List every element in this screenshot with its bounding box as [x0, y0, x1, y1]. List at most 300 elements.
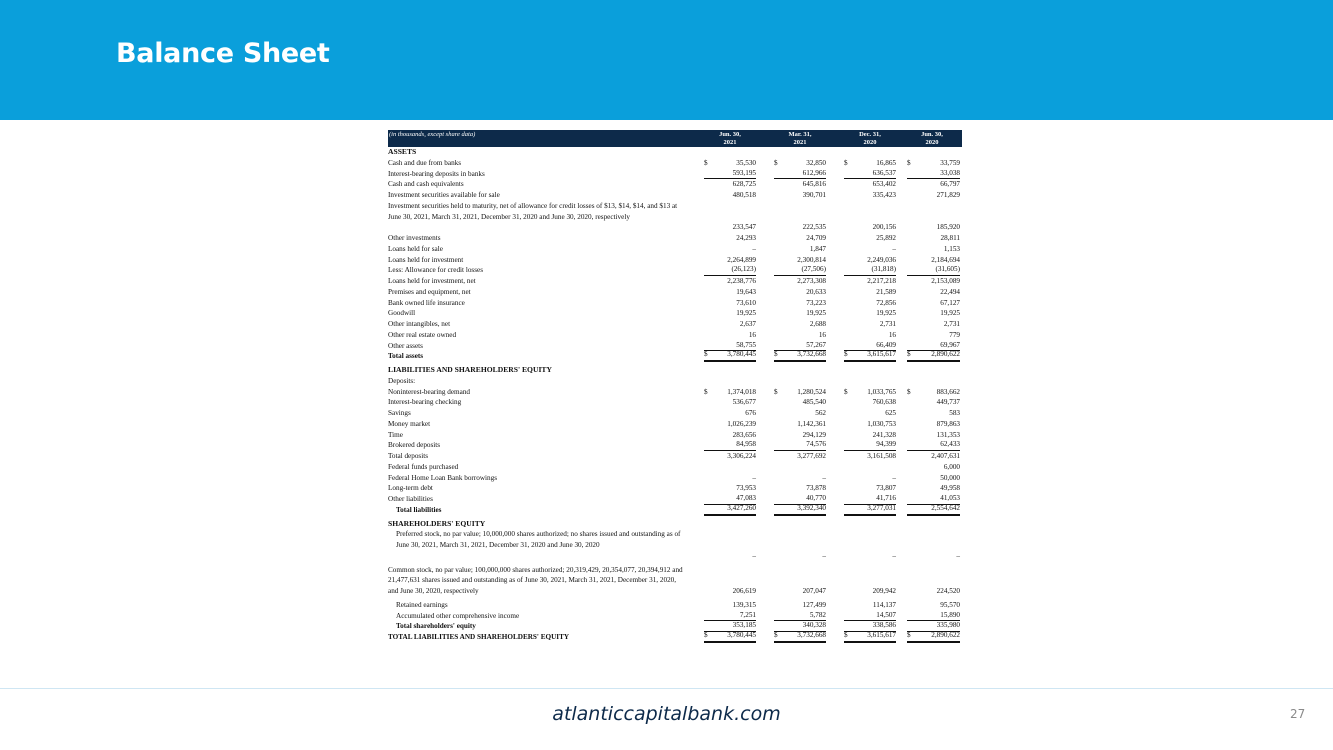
value-cell [704, 408, 756, 419]
value-cell [907, 451, 960, 462]
table-row [388, 244, 962, 255]
value-number: 645,816 [802, 180, 826, 189]
value-number: 338,586 [872, 621, 896, 630]
value-number: 62,433 [940, 440, 960, 449]
value-number: 73,610 [736, 298, 756, 307]
value-number: 15,890 [940, 610, 960, 619]
value-cell [844, 222, 896, 233]
value-cell [704, 351, 756, 362]
value-cell [844, 276, 896, 287]
value-cell [704, 190, 756, 201]
value-number: 233,547 [732, 223, 756, 232]
table-row [388, 351, 962, 362]
row-label: Goodwill [388, 309, 416, 318]
row-label: Other real estate owned [388, 330, 457, 339]
value-number: 57,267 [806, 340, 826, 349]
value-number: 50,000 [940, 473, 960, 482]
table-row [388, 265, 962, 276]
value-number: (31,818) [871, 265, 896, 274]
value-number: 1,153 [943, 244, 960, 253]
value-number: 32,850 [806, 158, 826, 167]
row-label: Total shareholders' equity [396, 622, 476, 631]
value-cell [844, 551, 896, 562]
value-number: 16 [818, 330, 826, 339]
value-number: 485,540 [802, 398, 826, 407]
value-number: 612,966 [802, 168, 826, 177]
column-header: Mar. 31, 2021 [788, 131, 812, 146]
value-number: 1,142,361 [797, 419, 826, 428]
row-label: Investment securities held to maturity, net of allowance for credit losses of $13, $14, $14, and $13 at June 30, 2021, March 31, 2021, December 31, 2020 and June 30, 2020, respectively [388, 201, 678, 221]
value-cell [907, 462, 960, 473]
value-cell [774, 586, 826, 597]
value-number: 84,958 [736, 440, 756, 449]
value-cell [774, 419, 826, 430]
value-number: 73,953 [736, 484, 756, 493]
table-body [388, 147, 962, 643]
value-number: 41,716 [876, 494, 896, 502]
row-label: Loans held for investment [388, 255, 464, 264]
value-number: 73,807 [876, 484, 896, 493]
value-number: 200,156 [872, 223, 896, 232]
value-number: 73,878 [806, 484, 826, 493]
value-number: 131,353 [936, 430, 960, 439]
currency-symbol: $ [907, 631, 911, 639]
row-label: Total liabilities [396, 505, 442, 514]
value-cell [704, 451, 756, 462]
currency-symbol: $ [704, 350, 708, 359]
value-number: 3,306,224 [727, 452, 756, 460]
table-row [388, 298, 962, 309]
value-cell [907, 551, 960, 562]
value-number: – [892, 473, 896, 482]
value-number: 3,427,260 [727, 503, 756, 512]
value-number: 3,161,508 [867, 452, 896, 460]
row-label: Cash and cash equivalents [388, 180, 464, 189]
value-cell [907, 298, 960, 309]
currency-symbol: $ [774, 350, 778, 359]
table-row [388, 179, 962, 190]
value-cell [774, 233, 826, 244]
value-number: 2,217,218 [867, 277, 896, 285]
value-number: (27,506) [801, 265, 826, 274]
value-number: 2,273,308 [797, 277, 826, 285]
value-cell [704, 287, 756, 298]
value-number: 2,238,776 [727, 277, 756, 285]
value-cell [774, 222, 826, 233]
row-label: Federal funds purchased [388, 462, 459, 471]
row-label: Federal Home Loan Bank borrowings [388, 473, 497, 482]
value-number: 1,026,239 [727, 419, 756, 428]
value-cell [907, 473, 960, 484]
value-cell [907, 408, 960, 419]
row-label: LIABILITIES AND SHAREHOLDERS' EQUITY [388, 365, 552, 374]
value-number: 206,619 [732, 587, 756, 595]
value-cell [844, 244, 896, 255]
value-number: 2,731 [879, 320, 896, 328]
value-number: 19,925 [736, 309, 756, 318]
value-number: 185,920 [936, 223, 960, 232]
value-number: 271,829 [936, 191, 960, 199]
value-number: 480,518 [732, 191, 756, 199]
value-number: 58,755 [736, 340, 756, 349]
value-number: 340,328 [802, 621, 826, 630]
value-cell [844, 387, 896, 398]
column-header: Jun. 30, 2021 [719, 131, 741, 146]
page-title: Balance Sheet [116, 38, 330, 69]
value-number: 5,782 [809, 610, 826, 619]
table-row [388, 408, 962, 419]
value-cell [774, 462, 826, 473]
currency-symbol: $ [907, 158, 911, 167]
value-number: 95,570 [940, 600, 960, 609]
value-number: 294,129 [802, 430, 826, 439]
value-cell [844, 265, 896, 276]
column-header: Jun. 30, 2020 [921, 131, 943, 146]
value-number: 33,038 [940, 168, 960, 177]
value-cell [907, 265, 960, 276]
value-number: 1,030,753 [867, 419, 896, 428]
row-label: Retained earnings [396, 600, 448, 609]
value-number: 879,863 [936, 419, 960, 428]
table-row [388, 565, 962, 597]
value-number: 2,407,631 [931, 452, 960, 460]
value-number: 353,185 [732, 621, 756, 630]
value-number: 676 [745, 409, 756, 417]
value-cell [907, 397, 960, 408]
row-label: Time [388, 430, 403, 439]
value-cell [704, 265, 756, 276]
value-cell [704, 551, 756, 562]
value-cell [844, 419, 896, 430]
currency-symbol: $ [907, 350, 911, 359]
value-cell [774, 440, 826, 451]
value-number: 49,958 [940, 484, 960, 493]
value-cell [774, 319, 826, 330]
table-row [388, 201, 962, 233]
value-number: – [956, 551, 960, 560]
row-label: Savings [388, 409, 411, 417]
value-number: 6,000 [943, 462, 960, 471]
value-cell [774, 473, 826, 484]
value-cell [704, 276, 756, 287]
value-number: 335,423 [872, 191, 896, 199]
row-label: Preferred stock, no par value; 10,000,000 shares authorized; no shares issued and outstanding as of June 30, 2021, March 31, 2021, December 31, 2020 and June 30, 2020 [396, 530, 681, 549]
value-number: 2,300,814 [797, 255, 826, 264]
value-number: – [752, 551, 756, 560]
table-row [388, 419, 962, 430]
value-cell [844, 586, 896, 597]
value-cell [774, 397, 826, 408]
table-row [388, 397, 962, 408]
value-cell [704, 169, 756, 180]
row-label: Bank owned life insurance [388, 298, 465, 307]
value-number: 35,530 [736, 158, 756, 167]
value-cell [844, 169, 896, 180]
value-number: 625 [885, 409, 896, 417]
row-label: Loans held for investment, net [388, 277, 476, 285]
table-row [388, 387, 962, 398]
footer-divider [0, 688, 1333, 689]
value-cell [907, 586, 960, 597]
value-number: 2,184,694 [931, 255, 960, 264]
value-cell [704, 586, 756, 597]
value-cell [774, 190, 826, 201]
value-cell [907, 222, 960, 233]
value-number: 3,392,340 [797, 503, 826, 512]
value-cell [907, 632, 960, 643]
value-number: 2,890,622 [931, 631, 960, 639]
value-number: 2,153,089 [931, 277, 960, 285]
footer-url[interactable]: atlanticcapitalbank.com [552, 703, 781, 725]
value-number: 1,374,018 [727, 387, 756, 396]
value-number: 241,328 [872, 430, 896, 439]
value-number: 73,223 [806, 298, 826, 307]
value-number: 1,847 [809, 244, 826, 253]
value-number: 2,890,622 [931, 350, 960, 359]
table-row [388, 233, 962, 244]
value-cell [774, 451, 826, 462]
value-number: 636,537 [872, 168, 896, 177]
value-number: 628,725 [732, 180, 756, 189]
value-cell [704, 397, 756, 408]
value-cell [907, 440, 960, 451]
value-cell [704, 462, 756, 473]
value-number: 583 [949, 409, 960, 417]
value-number: 67,127 [940, 298, 960, 307]
value-number: – [822, 551, 826, 560]
value-cell [844, 440, 896, 451]
value-cell [907, 308, 960, 319]
currency-symbol: $ [774, 158, 778, 167]
currency-symbol: $ [704, 387, 708, 396]
currency-symbol: $ [774, 387, 778, 396]
value-cell [704, 440, 756, 451]
column-header: Dec. 31, 2020 [859, 131, 881, 146]
value-number: 779 [949, 330, 960, 339]
value-number: 47,083 [736, 494, 756, 502]
value-number: 14,507 [876, 610, 896, 619]
table-row [388, 462, 962, 473]
row-label: Deposits: [388, 376, 416, 385]
value-cell [704, 233, 756, 244]
value-number: 2,554,642 [931, 503, 960, 512]
value-cell [907, 244, 960, 255]
row-label: Accumulated other comprehensive income [396, 611, 520, 620]
table-row [388, 287, 962, 298]
value-number: 3,780,445 [727, 350, 756, 359]
value-cell [774, 276, 826, 287]
value-number: 562 [815, 409, 826, 417]
value-number: 24,709 [806, 234, 826, 242]
balance-sheet-table [388, 130, 962, 643]
value-number: 94,399 [876, 440, 896, 449]
value-cell [907, 351, 960, 362]
value-cell [844, 397, 896, 408]
value-number: 21,589 [876, 287, 896, 296]
value-number: 24,293 [736, 234, 756, 242]
value-number: 283,656 [732, 430, 756, 439]
value-number: 207,047 [802, 587, 826, 595]
value-cell [907, 319, 960, 330]
value-cell [844, 462, 896, 473]
value-cell [704, 387, 756, 398]
value-cell [844, 319, 896, 330]
value-number: – [892, 551, 896, 560]
value-number: 139,315 [732, 600, 756, 609]
table-note: (in thousands, except share data) [389, 131, 476, 138]
value-number: 222,535 [802, 223, 826, 232]
value-number: 127,499 [802, 600, 826, 609]
value-number: 3,732,668 [797, 631, 826, 639]
value-cell [774, 298, 826, 309]
value-cell [704, 308, 756, 319]
value-cell [907, 505, 960, 516]
row-label: SHAREHOLDERS' EQUITY [388, 518, 486, 528]
row-label: Long-term debt [388, 484, 433, 493]
value-number: 22,494 [940, 287, 960, 296]
table-row [388, 308, 962, 319]
row-label: Other assets [388, 341, 423, 350]
value-cell [844, 473, 896, 484]
value-number: 2,688 [809, 320, 826, 328]
value-number: 66,409 [876, 340, 896, 349]
value-cell [774, 244, 826, 255]
currency-symbol: $ [844, 387, 848, 396]
value-cell [844, 505, 896, 516]
value-cell [907, 190, 960, 201]
value-number: 3,615,617 [867, 350, 896, 359]
value-cell [844, 233, 896, 244]
value-number: 3,780,445 [727, 631, 756, 639]
value-number: – [752, 244, 756, 253]
row-label: Total deposits [388, 452, 429, 460]
value-cell [844, 190, 896, 201]
row-label: Cash and due from banks [388, 158, 462, 167]
table-row [388, 505, 962, 516]
value-cell [704, 319, 756, 330]
value-number: 25,892 [876, 234, 896, 242]
value-cell [774, 387, 826, 398]
value-number: 114,137 [872, 600, 896, 609]
value-cell [907, 419, 960, 430]
value-cell [774, 351, 826, 362]
table-row [388, 473, 962, 484]
table-row [388, 632, 962, 643]
value-cell [907, 276, 960, 287]
value-cell [844, 351, 896, 362]
row-label: Premises and equipment, net [388, 287, 471, 296]
value-number: 3,277,692 [797, 452, 826, 460]
value-number: 19,643 [736, 287, 756, 296]
value-number: 66,797 [940, 180, 960, 189]
value-number: 390,701 [802, 191, 826, 199]
value-cell [704, 244, 756, 255]
table-header [388, 130, 962, 147]
value-number: – [822, 473, 826, 482]
currency-symbol: $ [844, 350, 848, 359]
value-cell [774, 287, 826, 298]
value-cell [704, 179, 756, 190]
value-number: 33,759 [940, 158, 960, 167]
value-number: 653,402 [872, 180, 896, 189]
row-label: Money market [388, 419, 431, 428]
value-cell [704, 505, 756, 516]
value-cell [907, 169, 960, 180]
value-number: 2,264,899 [727, 255, 756, 264]
value-cell [907, 387, 960, 398]
value-cell [774, 265, 826, 276]
table-row [388, 440, 962, 451]
value-number: 72,856 [876, 298, 896, 307]
value-number: 40,770 [806, 494, 826, 502]
value-number: 224,520 [936, 587, 960, 595]
value-cell [704, 298, 756, 309]
value-cell [774, 169, 826, 180]
value-cell [844, 308, 896, 319]
value-number: – [752, 473, 756, 482]
table-row [388, 376, 962, 387]
value-cell [844, 179, 896, 190]
value-number: 2,637 [739, 320, 756, 328]
value-cell [844, 451, 896, 462]
value-number: – [892, 244, 896, 253]
table-row [388, 169, 962, 180]
table-row [388, 147, 962, 158]
value-cell [774, 179, 826, 190]
value-cell [844, 408, 896, 419]
value-cell [844, 287, 896, 298]
value-number: 3,277,031 [867, 503, 896, 512]
value-number: (31,605) [935, 265, 960, 274]
row-label: Interest-bearing checking [388, 398, 462, 407]
value-cell [907, 287, 960, 298]
value-number: 16 [888, 330, 896, 339]
value-number: 2,249,036 [867, 255, 896, 264]
currency-symbol: $ [774, 631, 778, 639]
currency-symbol: $ [704, 158, 708, 167]
value-cell [907, 233, 960, 244]
value-number: 41,053 [940, 494, 960, 502]
value-number: 3,732,668 [797, 350, 826, 359]
value-cell [774, 551, 826, 562]
value-number: (26,123) [731, 265, 756, 274]
table-row [388, 276, 962, 287]
page-number: 27 [1290, 707, 1306, 721]
value-number: 19,925 [940, 309, 960, 318]
value-number: 209,942 [872, 587, 896, 595]
value-number: 449,737 [936, 398, 960, 407]
value-number: 3,615,617 [867, 631, 896, 639]
value-number: 20,633 [806, 287, 826, 296]
value-number: 69,967 [940, 340, 960, 349]
row-label: ASSETS [388, 147, 417, 156]
row-label: Less: Allowance for credit losses [388, 266, 484, 275]
row-label: Brokered deposits [388, 441, 441, 450]
row-label: Common stock, no par value; 100,000,000 shares authorized; 20,319,429, 20,354,077, 20,394,912 and 21,477,631 shares issued and outstanding as of June 30, 2021, March 31, 2021, December 31, 2020, and June 30, 2020, respectively [388, 565, 683, 595]
row-label: Investment securities available for sale [388, 191, 500, 199]
value-number: 74,576 [806, 440, 826, 449]
value-number: 760,638 [872, 398, 896, 407]
value-cell [704, 632, 756, 643]
row-label: Loans held for sale [388, 244, 443, 253]
table-row [388, 190, 962, 201]
table-row [388, 519, 962, 530]
value-cell [774, 408, 826, 419]
value-cell [844, 298, 896, 309]
value-number: 7,251 [739, 610, 756, 619]
value-cell [774, 505, 826, 516]
currency-symbol: $ [844, 158, 848, 167]
